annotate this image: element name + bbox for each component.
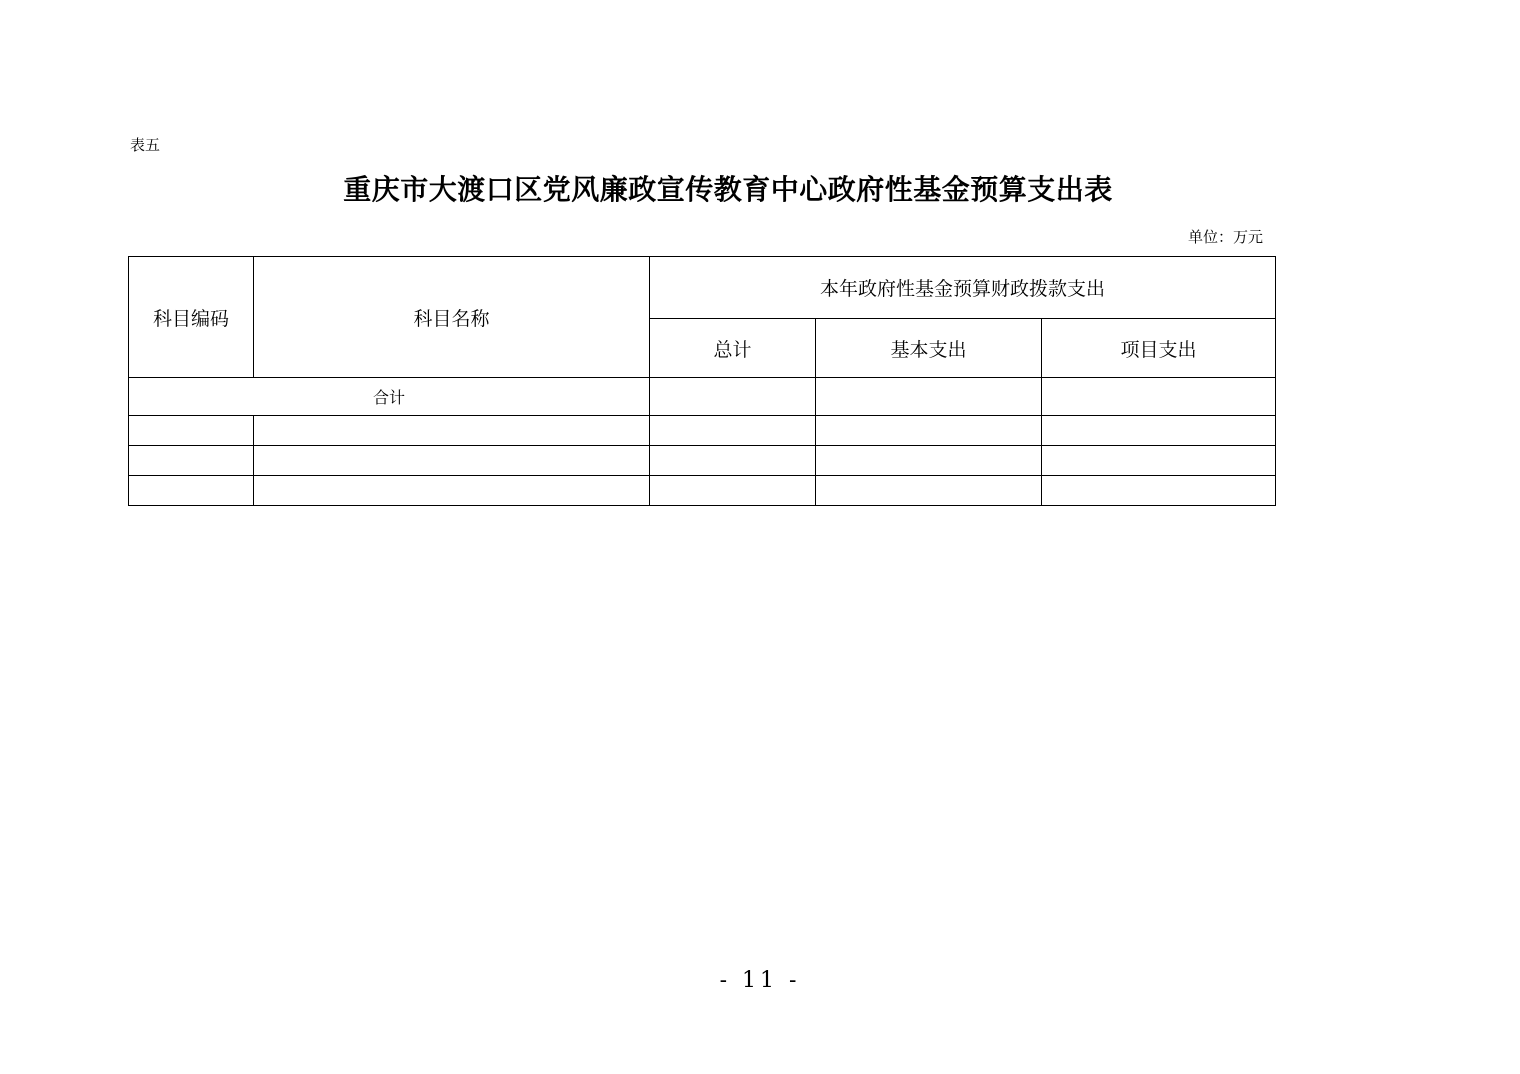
- total-cell: [650, 476, 816, 506]
- header-total: 总计: [650, 319, 816, 378]
- code-cell: [129, 416, 254, 446]
- total-cell: [650, 446, 816, 476]
- total-basic-cell: [816, 378, 1042, 416]
- page-number: - 11 -: [719, 968, 801, 993]
- code-cell: [129, 446, 254, 476]
- header-subject-name: 科目名称: [254, 257, 650, 378]
- project-cell: [1042, 416, 1276, 446]
- project-cell: [1042, 476, 1276, 506]
- total-project-cell: [1042, 378, 1276, 416]
- header-subject-code: 科目编码: [129, 257, 254, 378]
- header-group: 本年政府性基金预算财政拨款支出: [650, 257, 1276, 319]
- code-cell: [129, 476, 254, 506]
- total-total-cell: [650, 378, 816, 416]
- unit-label: 单位：万元: [1187, 228, 1263, 246]
- header-row-1: [129, 257, 1276, 319]
- project-cell: [1042, 446, 1276, 476]
- total-cell: [650, 416, 816, 446]
- name-cell: [254, 416, 650, 446]
- table-row: [129, 416, 1276, 446]
- basic-cell: [816, 446, 1042, 476]
- header-project: 项目支出: [1042, 319, 1276, 378]
- total-row: [129, 378, 1276, 416]
- table-row: [129, 476, 1276, 506]
- total-label: 合计: [129, 378, 650, 416]
- table-label: 表五: [130, 136, 161, 154]
- header-basic: 基本支出: [816, 319, 1042, 378]
- name-cell: [254, 446, 650, 476]
- page-title: 重庆市大渡口区党风廉政宣传教育中心政府性基金预算支出表: [343, 173, 1113, 206]
- basic-cell: [816, 416, 1042, 446]
- budget-table: [128, 256, 1276, 506]
- name-cell: [254, 476, 650, 506]
- table-row: [129, 446, 1276, 476]
- basic-cell: [816, 476, 1042, 506]
